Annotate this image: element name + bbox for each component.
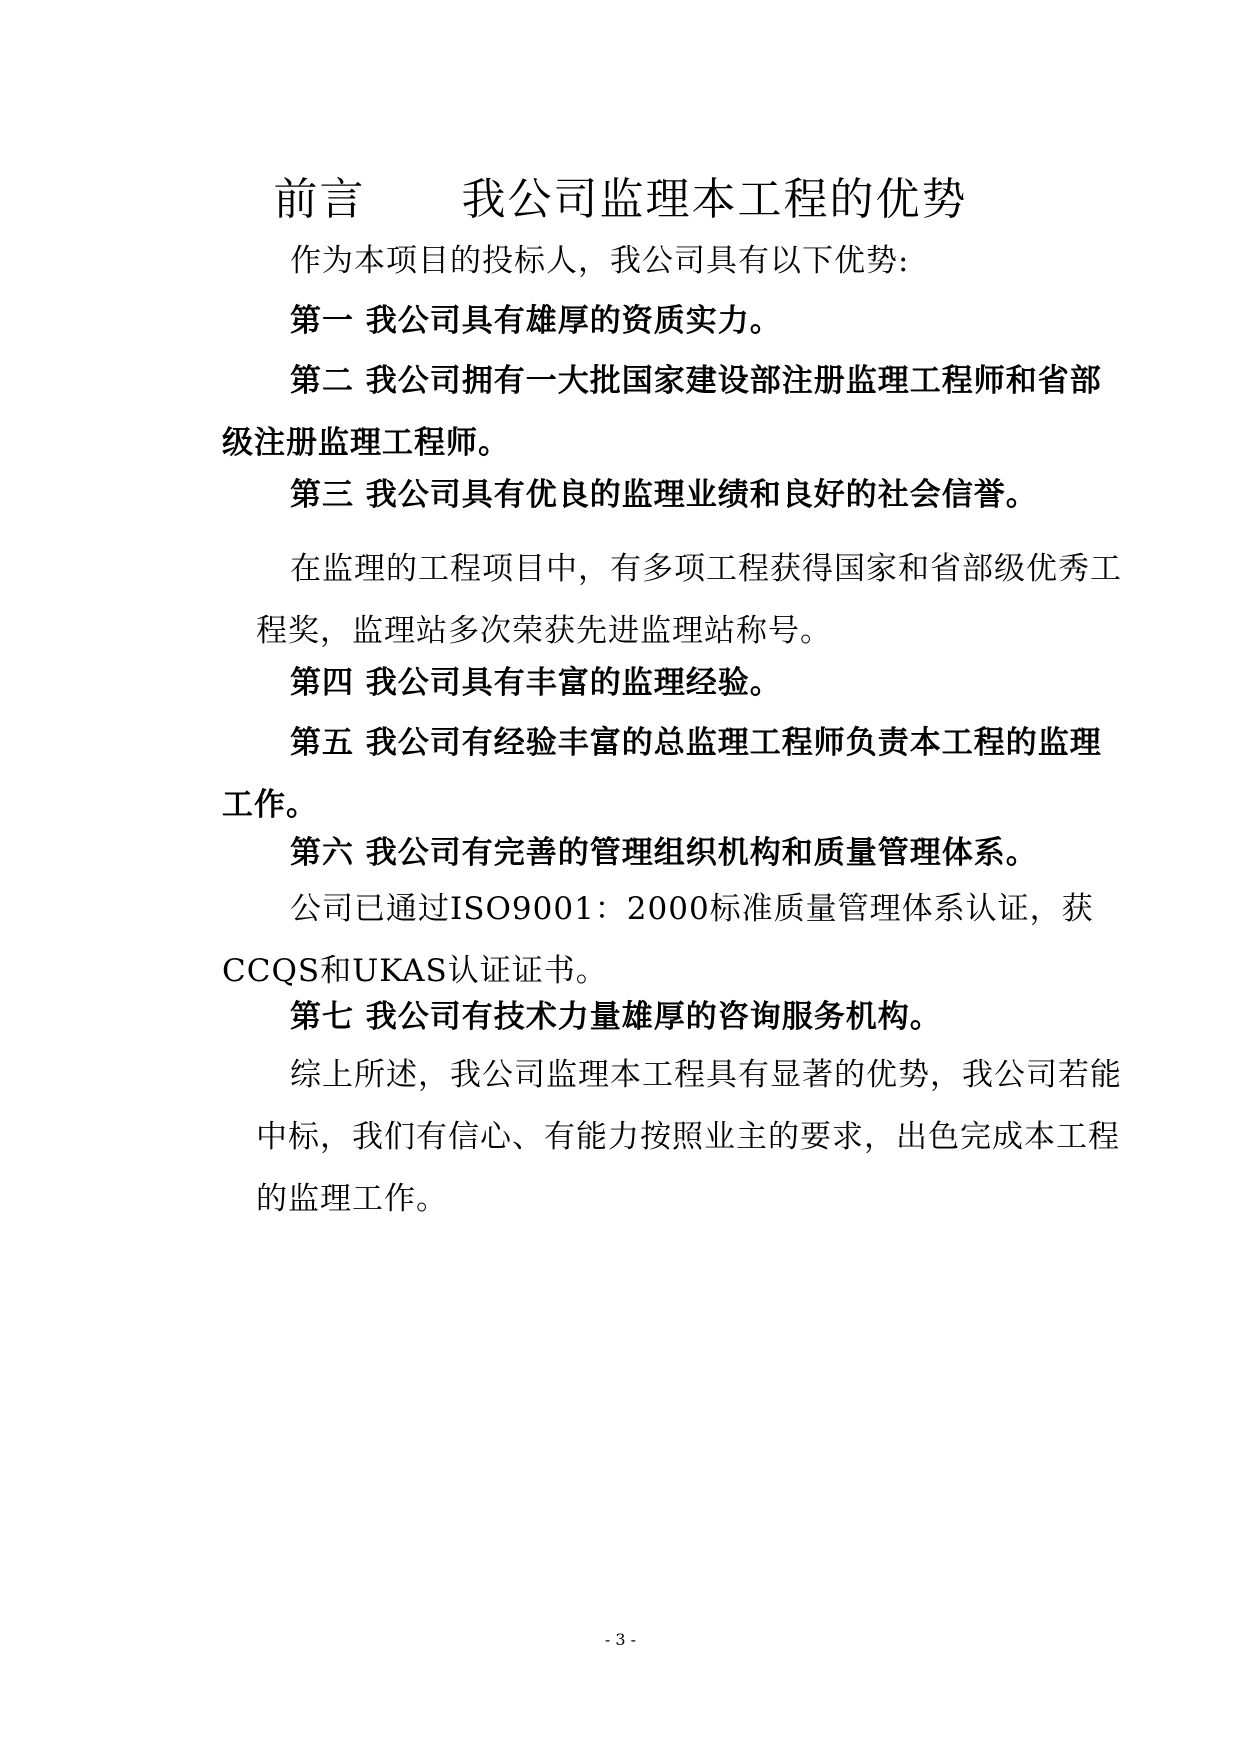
point-3-heading: 第三 我公司具有优良的监理业绩和良好的社会信誉。 <box>290 477 1038 513</box>
intro-paragraph: 作为本项目的投标人，我公司具有以下优势: <box>290 243 910 279</box>
point-4-heading: 第四 我公司具有丰富的监理经验。 <box>290 665 782 701</box>
point-6-body: 公司已通过ISO9001：2000标准质量管理体系认证，获CCQS和UKAS认证证书。 <box>222 891 1094 989</box>
page-title: 前言 我公司监理本工程的优势 <box>273 174 968 225</box>
point-5-heading: 第五 我公司有经验丰富的总监理工程师负责本工程的监理工作。 <box>222 725 1102 823</box>
point-6-heading: 第六 我公司有完善的管理组织机构和质量管理体系。 <box>290 835 1038 871</box>
point-7-heading: 第七 我公司有技术力量雄厚的咨询服务机构。 <box>290 999 942 1035</box>
point-1-heading: 第一 我公司具有雄厚的资质实力。 <box>290 303 782 339</box>
point-2-heading: 第二 我公司拥有一大批国家建设部注册监理工程师和省部级注册监理工程师。 <box>222 363 1102 461</box>
point-3-body: 在监理的工程项目中，有多项工程获得国家和省部级优秀工程奖，监理站多次荣获先进监理站称号。 <box>256 551 1122 649</box>
page-number: - 3 - <box>604 1630 637 1649</box>
conclusion-paragraph: 综上所述，我公司监理本工程具有显著的优势，我公司若能中标，我们有信心、有能力按照业主的要求，出色完成本工程的监理工作。 <box>256 1057 1122 1217</box>
